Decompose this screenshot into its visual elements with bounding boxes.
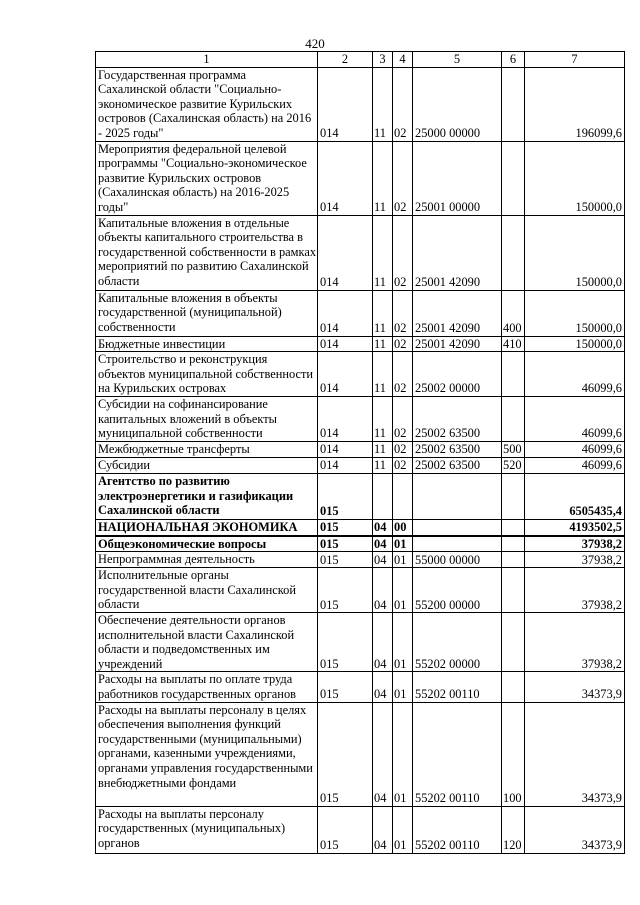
row-col5: 25001 42090: [413, 336, 502, 352]
row-amount: 4193502,5: [525, 519, 625, 535]
row-col4: 00: [393, 519, 413, 535]
row-col6: [502, 536, 525, 552]
row-name: Капитальные вложения в отдельные объекты капитального строительства в государственной собственности в рамках мероприятий по развитию Сахалинской области: [96, 215, 318, 290]
row-amount: 150000,0: [525, 336, 625, 352]
row-col3: 04: [373, 536, 393, 552]
row-col4: [393, 473, 413, 519]
row-col4: 02: [393, 215, 413, 290]
table-row: [96, 613, 625, 672]
table-row: [96, 672, 625, 702]
table-row: [96, 396, 625, 441]
header-col-5: 5: [413, 52, 502, 68]
row-amount: 46099,6: [525, 441, 625, 457]
row-col6: 400: [502, 290, 525, 336]
row-col5: 55200 00000: [413, 568, 502, 613]
row-col2: 014: [318, 290, 373, 336]
row-name: Расходы на выплаты персоналу в целях обеспечения выполнения функций государственными (муниципальными) органами, казенными учреждениями, органами управления государственными внебюджетными фондами: [96, 702, 318, 806]
row-col4: 01: [393, 702, 413, 806]
row-col6: 100: [502, 702, 525, 806]
table-header-row: [96, 52, 625, 68]
header-col-2: 2: [318, 52, 373, 68]
row-col2: 015: [318, 613, 373, 672]
row-name: Субсидии на софинансирование капитальных вложений в объекты муниципальной собственности: [96, 396, 318, 441]
row-col6: [502, 141, 525, 215]
row-amount: 6505435,4: [525, 473, 625, 519]
row-col6: [502, 473, 525, 519]
row-col6: [502, 568, 525, 613]
row-amount: 37938,2: [525, 552, 625, 568]
table-row: [96, 568, 625, 613]
row-col2: 014: [318, 336, 373, 352]
table-row: [96, 141, 625, 215]
row-col3: 11: [373, 141, 393, 215]
row-col2: 015: [318, 702, 373, 806]
row-col3: 11: [373, 336, 393, 352]
row-col4: 01: [393, 536, 413, 552]
row-col3: 04: [373, 568, 393, 613]
header-col-3: 3: [373, 52, 393, 68]
row-name: Расходы на выплаты персоналу государственных (муниципальных) органов: [96, 806, 318, 853]
row-col4: 02: [393, 352, 413, 397]
row-col5: 55202 00110: [413, 672, 502, 702]
row-col4: 02: [393, 290, 413, 336]
table-row: [96, 336, 625, 352]
row-col6: [502, 396, 525, 441]
row-name: Бюджетные инвестиции: [96, 336, 318, 352]
row-col3: 04: [373, 672, 393, 702]
row-col6: [502, 67, 525, 141]
row-col3: 11: [373, 290, 393, 336]
row-col3: 04: [373, 613, 393, 672]
row-col6: 500: [502, 441, 525, 457]
row-col5: 25001 42090: [413, 215, 502, 290]
row-col5: 25002 00000: [413, 352, 502, 397]
table-row: [96, 519, 625, 535]
row-col3: 11: [373, 457, 393, 473]
row-col2: 014: [318, 396, 373, 441]
row-col6: [502, 672, 525, 702]
row-name: Мероприятия федеральной целевой программы "Социально-экономическое развитие Курильских островов (Сахалинская область) на 2016-2025 годы": [96, 141, 318, 215]
row-col5: [413, 536, 502, 552]
row-col2: 015: [318, 672, 373, 702]
row-col3: 04: [373, 552, 393, 568]
table-row: [96, 67, 625, 141]
row-name: Агентство по развитию электроэнергетики и газификации Сахалинской области: [96, 473, 318, 519]
row-col3: 11: [373, 215, 393, 290]
row-name: Капитальные вложения в объекты государственной (муниципальной) собственности: [96, 290, 318, 336]
row-col3: 11: [373, 396, 393, 441]
row-col2: 015: [318, 536, 373, 552]
row-col4: 01: [393, 613, 413, 672]
row-col4: 02: [393, 67, 413, 141]
table-row: [96, 457, 625, 473]
row-amount: 196099,6: [525, 67, 625, 141]
row-col2: 014: [318, 215, 373, 290]
row-amount: 34373,9: [525, 702, 625, 806]
budget-table: [95, 51, 625, 854]
row-col3: [373, 473, 393, 519]
row-col4: 02: [393, 457, 413, 473]
header-col-1: 1: [96, 52, 318, 68]
row-col3: 11: [373, 352, 393, 397]
table-row: [96, 552, 625, 568]
row-col6: [502, 352, 525, 397]
row-col4: 01: [393, 672, 413, 702]
table-row: [96, 806, 625, 853]
row-col5: 55202 00110: [413, 806, 502, 853]
row-col6: 120: [502, 806, 525, 853]
row-col2: 014: [318, 457, 373, 473]
row-amount: 37938,2: [525, 613, 625, 672]
row-col4: 01: [393, 568, 413, 613]
row-amount: 150000,0: [525, 290, 625, 336]
row-col6: 410: [502, 336, 525, 352]
row-col3: 04: [373, 702, 393, 806]
row-col2: 015: [318, 552, 373, 568]
row-col5: 25002 63500: [413, 441, 502, 457]
row-amount: 37938,2: [525, 536, 625, 552]
table-row: [96, 473, 625, 519]
row-col6: [502, 552, 525, 568]
row-amount: 46099,6: [525, 352, 625, 397]
row-name: НАЦИОНАЛЬНАЯ ЭКОНОМИКА: [96, 519, 318, 535]
row-col6: [502, 519, 525, 535]
row-name: Субсидии: [96, 457, 318, 473]
row-col6: [502, 215, 525, 290]
table-row: [96, 352, 625, 397]
row-col3: 04: [373, 806, 393, 853]
table-row: [96, 702, 625, 806]
table-row: [96, 536, 625, 552]
row-col5: [413, 519, 502, 535]
row-col2: 015: [318, 806, 373, 853]
row-amount: 150000,0: [525, 141, 625, 215]
row-col5: 55000 00000: [413, 552, 502, 568]
row-amount: 150000,0: [525, 215, 625, 290]
row-col4: 01: [393, 806, 413, 853]
row-name: Межбюджетные трансферты: [96, 441, 318, 457]
row-name: Расходы на выплаты по оплате труда работников государственных органов: [96, 672, 318, 702]
row-amount: 37938,2: [525, 568, 625, 613]
row-col4: 01: [393, 552, 413, 568]
row-name: Исполнительные органы государственной власти Сахалинской области: [96, 568, 318, 613]
row-amount: 34373,9: [525, 806, 625, 853]
row-name: Государственная программа Сахалинской области "Социально-экономическое развитие Курильских островов (Сахалинская область) на 2016 - 2025 годы": [96, 67, 318, 141]
row-col5: 25000 00000: [413, 67, 502, 141]
row-col6: 520: [502, 457, 525, 473]
row-col4: 02: [393, 141, 413, 215]
table-row: [96, 441, 625, 457]
row-col5: 55202 00110: [413, 702, 502, 806]
header-col-7: 7: [525, 52, 625, 68]
row-col2: 014: [318, 141, 373, 215]
row-col4: 02: [393, 441, 413, 457]
table-row: [96, 290, 625, 336]
row-col5: 55202 00000: [413, 613, 502, 672]
row-col3: 11: [373, 67, 393, 141]
row-col5: 25002 63500: [413, 457, 502, 473]
row-col2: 014: [318, 67, 373, 141]
page-number: 420: [305, 36, 325, 51]
row-col6: [502, 613, 525, 672]
row-col4: 02: [393, 396, 413, 441]
row-col5: 25001 42090: [413, 290, 502, 336]
row-name: Общеэкономические вопросы: [96, 536, 318, 552]
row-col5: 25002 63500: [413, 396, 502, 441]
header-col-6: 6: [502, 52, 525, 68]
table-row: [96, 215, 625, 290]
row-name: Непрограммная деятельность: [96, 552, 318, 568]
row-col2: 015: [318, 473, 373, 519]
row-col2: 014: [318, 441, 373, 457]
row-name: Обеспечение деятельности органов исполнительной власти Сахалинской области и подведомственных им учреждений: [96, 613, 318, 672]
header-col-4: 4: [393, 52, 413, 68]
row-col2: 015: [318, 568, 373, 613]
row-amount: 34373,9: [525, 672, 625, 702]
row-col3: 04: [373, 519, 393, 535]
row-col4: 02: [393, 336, 413, 352]
row-amount: 46099,6: [525, 396, 625, 441]
row-col2: 014: [318, 352, 373, 397]
row-col5: [413, 473, 502, 519]
row-col3: 11: [373, 441, 393, 457]
row-name: Строительство и реконструкция объектов муниципальной собственности на Курильских островах: [96, 352, 318, 397]
row-col2: 015: [318, 519, 373, 535]
row-amount: 46099,6: [525, 457, 625, 473]
row-col5: 25001 00000: [413, 141, 502, 215]
